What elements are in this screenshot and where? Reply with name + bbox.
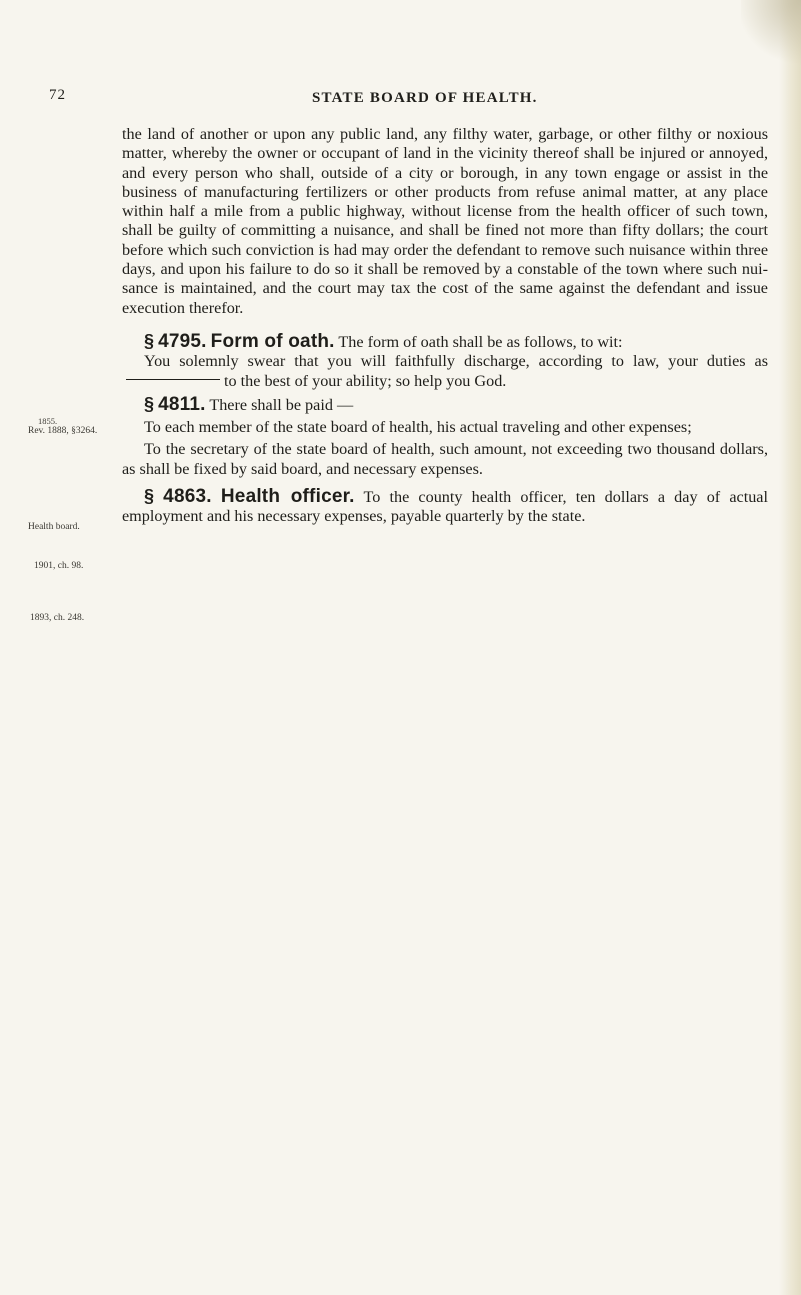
oath-after-blank: to the best of your ability; so help you God. — [224, 371, 507, 390]
section-4811 — [122, 395, 768, 415]
section-symbol: § — [144, 393, 155, 414]
section-text: The form of oath shall be as follows, to wit: — [338, 332, 623, 351]
section-number: 4863. — [163, 486, 212, 508]
margin-note-1901: 1901, ch. 98. — [34, 561, 84, 571]
oath-before-blank: You solemnly swear that you will faithfully discharge, according to law, your duties as — [144, 352, 768, 371]
margin-note-health-board: Health board. — [28, 522, 80, 532]
section-title: Form of oath. — [210, 330, 335, 352]
section-text: To the county health officer, ten dollars a day of actual employment and his necessary expenses, payable quarterly by the state. — [122, 488, 768, 526]
section-text: There shall be paid — — [209, 395, 354, 414]
section-4795 — [122, 332, 768, 352]
continued-paragraph: the land of another or upon any public land, any filthy water, garbage, or other filthy or noxious matter, whereby the owner or occupant of land in the vicinity thereof shall be injured or annoyed, and every person who shall, outside of a city or borough, in any town engage or assist in the business of manufacturing fertilizers or other products from refuse animal matter, at any place within half a mile from a public highway, without license from the health officer of such town, shall be guilty of committing a nuisance, and shall be fined not more than fifty dollars; the court before which such conviction is had may order the defendant to remove such nuisance within three days, and upon his failure to do so it shall be removed by a constable of the town where such nui-sance is maintained, and the court may tax the cost of the same against the defendant and issue execution therefor. — [122, 125, 768, 317]
section-symbol: § — [144, 330, 155, 351]
margin-note-1893: 1893, ch. 248. — [30, 613, 85, 623]
blank-line — [126, 379, 220, 380]
page-edge-shadow — [779, 0, 801, 1295]
margin-note-year: 1855. — [38, 416, 58, 426]
page-corner-shade — [741, 0, 801, 70]
payment-item-secretary: To the secretary of the state board of health, such amount, not exceeding two thousand dollars, as shall be fixed by said board, and necessary expenses. — [122, 440, 768, 478]
oath-text — [122, 352, 768, 391]
section-number: 4795. — [158, 330, 207, 352]
running-title: STATE BOARD OF HEALTH. — [312, 90, 538, 106]
section-title: Health officer. — [220, 486, 355, 508]
margin-note-revision: Rev. 1888, §3264. — [28, 426, 98, 436]
payment-item-members: To each member of the state board of health, his actual traveling and other expenses; — [144, 418, 692, 437]
body-text — [122, 125, 768, 527]
section-4863 — [122, 487, 768, 527]
page-number: 72 — [49, 87, 66, 103]
section-symbol: § — [144, 486, 155, 507]
section-number: 4811. — [158, 393, 206, 415]
